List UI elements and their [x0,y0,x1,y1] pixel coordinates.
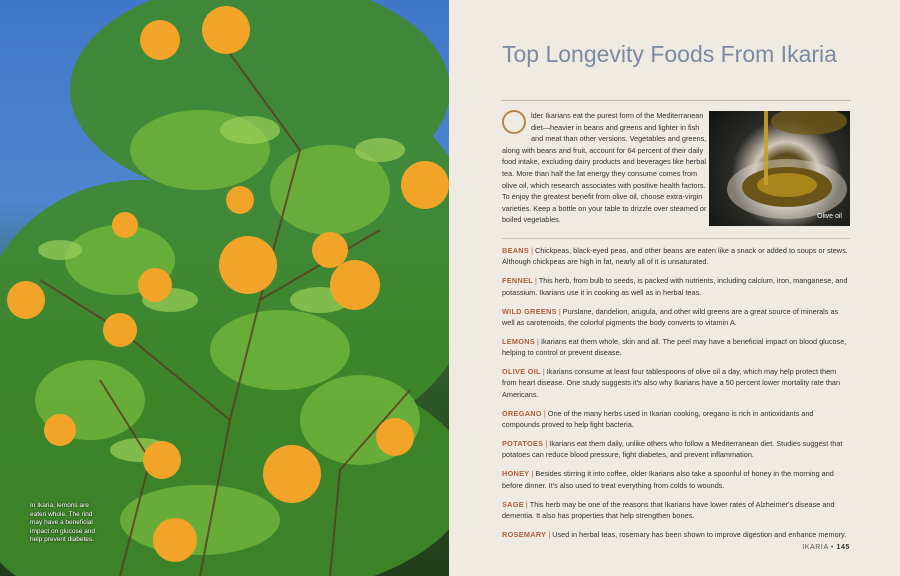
page-title: Top Longevity Foods From Ikaria [502,41,837,67]
food-description: Purslane, dandelion, arugula, and other wild greens are a great source of minerals as well as carotenoids, the colorful pigments the body converts to vitamin A. [502,306,839,327]
food-item-lemons [502,336,850,359]
food-item-rosemary [502,529,850,540]
food-description: This herb may be one of the reasons that Ikarians have lower rates of Alzheimer's disease and dementia. It also has properties that help strengthen bones. [502,499,835,520]
title-divider [502,100,850,101]
section-name: IKARIA [802,544,829,551]
food-description: One of the many herbs used in Ikarian cooking, oregano is rich in antioxidants and compounds proved to help fight bacteria. [502,408,814,429]
lemon-tree-illustration [0,0,449,576]
food-item-sage [502,499,850,522]
food-name: OLIVE OIL [502,367,541,377]
food-item-fennel [502,275,850,298]
food-name: WILD GREENS [502,306,557,316]
food-item-beans [502,245,850,268]
food-name: FENNEL [502,276,533,286]
separator: | [535,276,537,286]
food-description: Used in herbal teas, rosemary has been shown to improve digestion and enhance memory. [552,529,847,539]
lemon-tree-photo [0,0,449,576]
food-item-olive-oil [502,366,850,400]
food-name: LEMONS [502,336,536,346]
food-name: POTATOES [502,438,544,448]
food-item-wild-greens [502,306,850,329]
page-footer [802,544,850,551]
separator: | [558,306,561,316]
food-description: Besides stirring it into coffee, older Ikarians also take a spoonful of honey in the morning and before dinner. It's also used to treat everything from colds to wounds. [502,469,834,490]
article-page [449,0,900,576]
food-description: Chickpeas, black-eyed peas, and other beans are eaten like a snack or added to soups or stews. Although chickpeas are high in fat, nearly all of it is unsaturated. [502,246,848,267]
page-number: 145 [836,544,850,551]
separator: | [542,367,545,377]
footer-bullet: • [830,544,834,551]
olive-oil-photo [709,111,850,226]
food-description: This herb, from bulb to seeds, is packed with nutrients, including calcium, iron, manganese, and potassium. Ikarians use it in cooking as well as in herbal teas. [502,276,848,297]
olive-oil-label: Olive oil [817,213,842,220]
separator: | [543,408,546,418]
foods-list [502,245,850,548]
food-item-honey [502,468,850,491]
intro-text: lder Ikarians eat the purest form of the Mediterranean diet—heavier in beans and greens and lighter in fish and meat than other versions. Vegetables and greens, along with beans and fruit, account for 64 percent of their daily food intake, excluding dairy products and beverages like herbal tea. More than half the fat energy they consume comes from olive oil, which research associates with positive health factors. To enjoy the greatest benefit from olive oil, choose extra-virgin varieties. Keep a bottle on your table to drizzle over steamed or boiled vegetables. [502,111,707,225]
olive-oil-illustration [709,111,850,226]
food-description: Ikarians eat them whole, skin and all. The peel may have a beneficial impact on blood glucose, helping to control or prevent disease. [502,336,847,358]
food-name: BEANS [502,246,530,255]
intro-paragraph [502,110,707,226]
drop-cap-o [502,110,526,134]
food-item-oregano [502,408,850,431]
separator: | [537,336,539,346]
separator: | [531,246,533,255]
separator: | [531,469,534,479]
photo-caption: In Ikaria, lemons are eaten whole. The rind may have a beneficial impact on glucose and help prevent diabetes. [30,502,96,543]
section-divider [502,238,850,239]
separator: | [525,499,528,509]
food-item-potatoes [502,438,850,461]
food-name: OREGANO [502,408,542,418]
food-name: HONEY [502,469,530,479]
food-description: Ikarians consume at least four tablespoons of olive oil a day, which may help protect them from heart disease. One study suggests it's also why Ikarians have a 50 percent lower mortality rate than Americans. [502,367,841,399]
food-description: Ikarians eat them daily, unlike others who follow a Mediterranean diet. Studies suggest that potatoes can reduce blood pressure, fight diabetes, and prevent inflammation. [502,438,843,460]
food-name: SAGE [502,499,524,509]
separator: | [548,529,551,539]
food-name: ROSEMARY [502,529,547,539]
separator: | [545,438,548,448]
